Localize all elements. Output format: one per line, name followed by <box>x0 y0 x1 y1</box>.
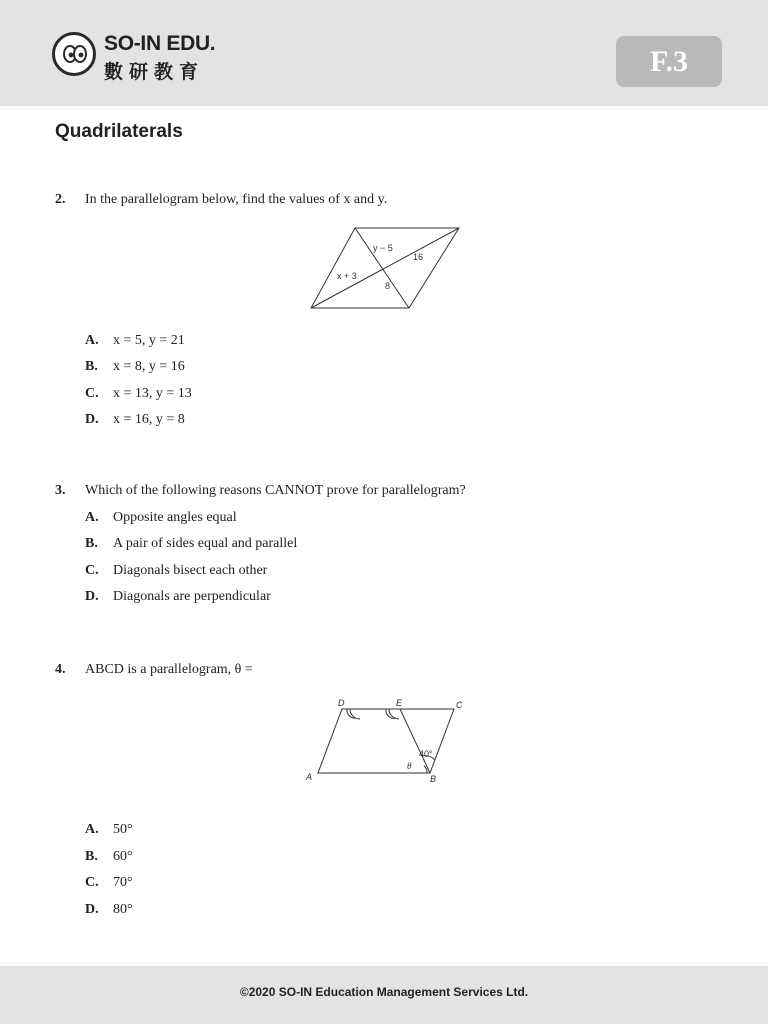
question-text: ABCD is a parallelogram, θ = <box>85 662 253 677</box>
option-text: Diagonals are perpendicular <box>113 589 271 604</box>
option-text: x = 13, y = 13 <box>113 386 192 401</box>
option-text: A pair of sides equal and parallel <box>113 536 298 551</box>
option-letter: B. <box>85 849 98 864</box>
option-text: x = 16, y = 8 <box>113 412 185 427</box>
option-letter: A. <box>85 822 99 837</box>
option-letter: A. <box>85 510 99 525</box>
option-letter: C. <box>85 875 99 890</box>
page-header <box>0 0 768 106</box>
label-8: 8 <box>385 281 391 291</box>
logo-chinese-text: 數研教育 <box>104 61 205 83</box>
grade-badge: F.3 <box>616 36 722 87</box>
option-text: Diagonals bisect each other <box>113 563 268 578</box>
option-letter: C. <box>85 563 99 578</box>
parallelogram-figure <box>305 222 465 314</box>
page-footer <box>0 966 768 1024</box>
option-letter: A. <box>85 333 99 348</box>
option-letter: D. <box>85 589 99 604</box>
label-y-minus-5: y − 5 <box>373 243 393 253</box>
logo-eyes-icon <box>52 32 96 76</box>
angle-label-theta: θ <box>407 761 412 771</box>
option-text: 80° <box>113 902 133 917</box>
parallelogram-abcd-figure <box>300 696 470 786</box>
option-text: 50° <box>113 822 133 837</box>
vertex-label-d: D <box>338 698 345 708</box>
label-16: 16 <box>413 252 424 262</box>
question-number: 3. <box>55 483 66 498</box>
question-number: 4. <box>55 662 66 677</box>
page-title: Quadrilaterals <box>55 121 183 142</box>
logo-text: SO-IN EDU. <box>104 32 216 55</box>
vertex-label-b: B <box>430 774 437 784</box>
vertex-label-c: C <box>456 700 463 710</box>
question-text: Which of the following reasons CANNOT prove for parallelogram? <box>85 483 466 498</box>
angle-label-40: 40° <box>419 749 433 759</box>
option-letter: D. <box>85 902 99 917</box>
copyright-text: ©2020 SO-IN Education Management Services Ltd. <box>239 985 529 999</box>
vertex-label-e: E <box>396 698 403 708</box>
option-text: x = 5, y = 21 <box>113 333 185 348</box>
option-text: x = 8, y = 16 <box>113 359 185 374</box>
option-letter: B. <box>85 359 98 374</box>
question-text: In the parallelogram below, find the values of x and y. <box>85 192 388 207</box>
option-text: Opposite angles equal <box>113 510 237 525</box>
question-number: 2. <box>55 192 66 207</box>
option-letter: D. <box>85 412 99 427</box>
vertex-label-a: A <box>306 772 313 782</box>
label-x-plus-3: x + 3 <box>337 271 357 281</box>
option-text: 70° <box>113 875 133 890</box>
option-letter: B. <box>85 536 98 551</box>
option-text: 60° <box>113 849 133 864</box>
option-letter: C. <box>85 386 99 401</box>
